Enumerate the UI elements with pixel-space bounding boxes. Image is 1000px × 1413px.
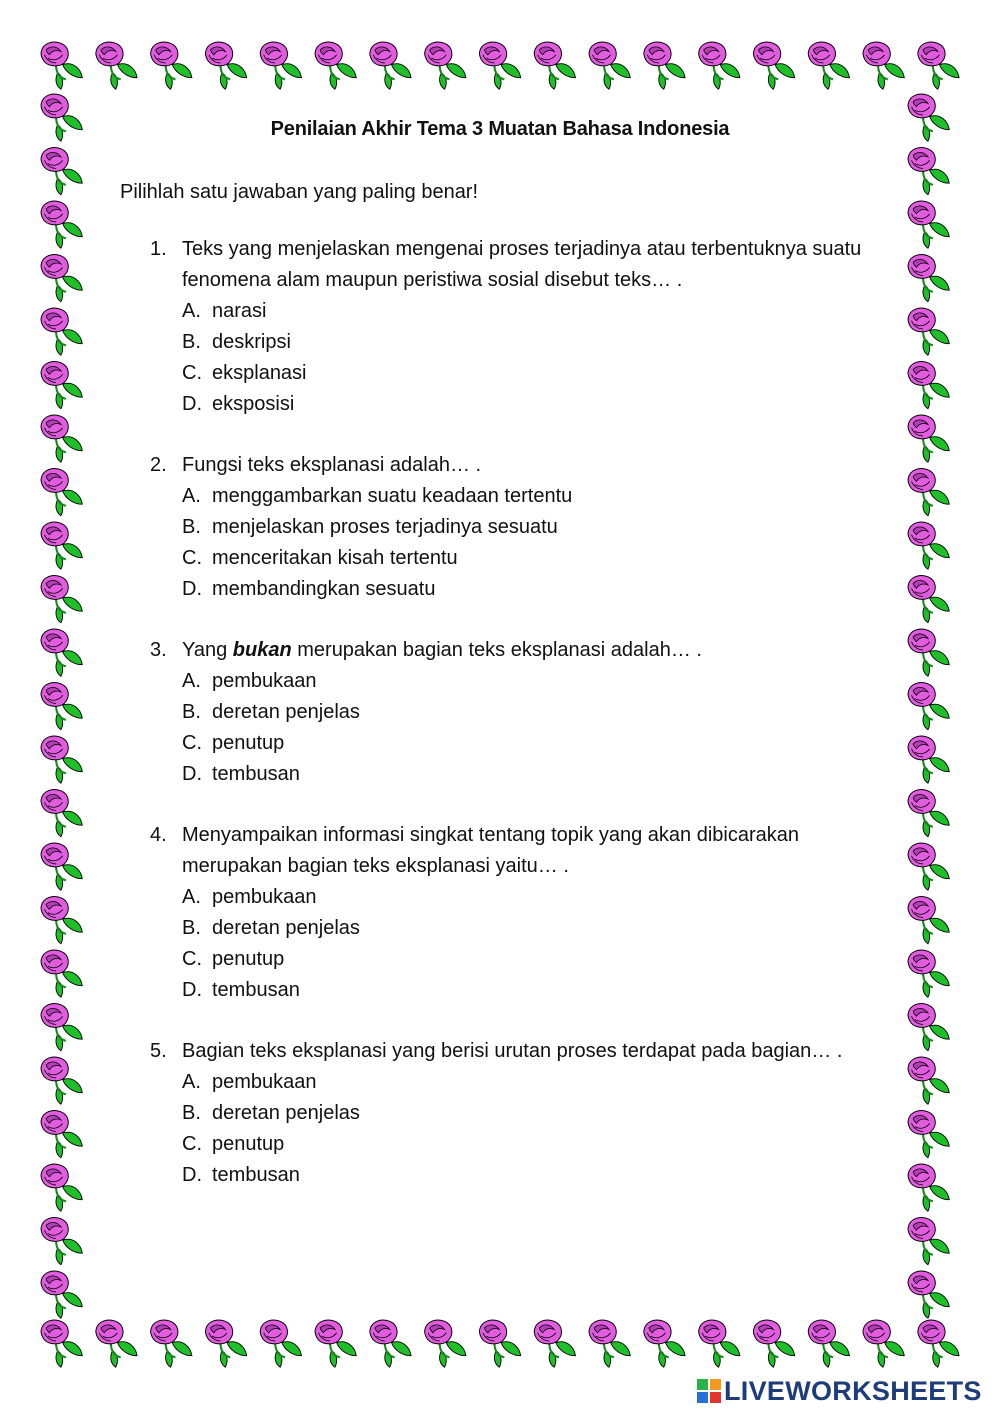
- question-item: [120, 1036, 890, 1191]
- rose-icon: [908, 790, 949, 837]
- option-text: menceritakan kisah tertentu: [212, 547, 458, 569]
- question-text-before: Menyampaikan informasi singkat tentang topik yang akan dibicarakan merupakan bagian teks eksplanasi yaitu… .: [182, 824, 800, 877]
- option-letter: D.: [182, 979, 202, 1001]
- answer-option[interactable]: [120, 574, 890, 605]
- rose-icon: [589, 1320, 630, 1367]
- rose-icon: [41, 950, 82, 997]
- option-text: pembukaan: [212, 1071, 317, 1093]
- option-letter: A.: [182, 485, 201, 507]
- question-text: [182, 820, 882, 882]
- question-number: 2.: [150, 454, 167, 476]
- question-number: 5.: [150, 1040, 167, 1062]
- rose-icon: [41, 1320, 82, 1367]
- question-number: 4.: [150, 824, 167, 846]
- rose-icon: [41, 1111, 82, 1158]
- rose-icon: [151, 1320, 192, 1367]
- rose-icon: [205, 1320, 246, 1367]
- answer-option[interactable]: [120, 975, 890, 1006]
- answer-option[interactable]: [120, 944, 890, 975]
- logo-text: LIVEWORKSHEETS: [724, 1375, 982, 1406]
- rose-icon: [908, 1111, 949, 1158]
- rose-icon: [41, 790, 82, 837]
- rose-icon: [908, 629, 949, 676]
- question-text: [182, 450, 882, 481]
- option-letter: D.: [182, 763, 202, 785]
- option-letter: D.: [182, 578, 202, 600]
- rose-icon: [41, 629, 82, 676]
- question-item: [120, 234, 890, 420]
- rose-icon: [908, 362, 949, 409]
- rose-icon: [41, 415, 82, 462]
- rose-icon: [41, 255, 82, 302]
- rose-icon: [589, 42, 630, 89]
- question-emphasis: bukan: [232, 639, 292, 661]
- rose-icon: [534, 42, 575, 89]
- rose-icon: [908, 736, 949, 783]
- option-text: menggambarkan suatu keadaan tertentu: [212, 485, 573, 507]
- rose-icon: [425, 42, 466, 89]
- question-text-after: merupakan bagian teks eksplanasi adalah… .: [291, 639, 702, 661]
- option-text: tembusan: [212, 763, 300, 785]
- question-text-before: Teks yang menjelaskan mengenai proses terjadinya atau terbentuknya suatu fenomena alam maupun peristiwa sosial disebut teks… .: [182, 238, 862, 291]
- rose-icon: [41, 576, 82, 623]
- option-text: penutup: [212, 732, 285, 754]
- answer-option[interactable]: [120, 1098, 890, 1129]
- question-number: 3.: [150, 639, 167, 661]
- rose-icon: [41, 94, 82, 141]
- option-letter: B.: [182, 1102, 201, 1124]
- answer-option[interactable]: [120, 512, 890, 543]
- option-text: tembusan: [212, 979, 300, 1001]
- rose-icon: [753, 1320, 794, 1367]
- option-text: pembukaan: [212, 670, 317, 692]
- rose-icon: [260, 42, 301, 89]
- rose-icon: [808, 42, 849, 89]
- option-text: deretan penjelas: [212, 1102, 360, 1124]
- option-text: deretan penjelas: [212, 701, 360, 723]
- answer-option[interactable]: [120, 1160, 890, 1191]
- option-text: deskripsi: [212, 331, 291, 353]
- option-text: deretan penjelas: [212, 917, 360, 939]
- rose-icon: [41, 522, 82, 569]
- question-text: [182, 234, 882, 296]
- rose-icon: [41, 897, 82, 944]
- rose-icon: [41, 1164, 82, 1211]
- question-text-before: Fungsi teks eksplanasi adalah… .: [182, 454, 482, 476]
- rose-icon: [863, 42, 904, 89]
- rose-icon: [908, 1218, 949, 1265]
- question-item: [120, 450, 890, 605]
- option-letter: D.: [182, 393, 202, 415]
- answer-option[interactable]: [120, 543, 890, 574]
- answer-option[interactable]: [120, 666, 890, 697]
- rose-icon: [96, 1320, 137, 1367]
- rose-icon: [908, 94, 949, 141]
- option-letter: B.: [182, 516, 201, 538]
- answer-option[interactable]: [120, 1067, 890, 1098]
- rose-icon: [41, 42, 82, 89]
- answer-option[interactable]: [120, 389, 890, 420]
- worksheet: [120, 118, 890, 1221]
- rose-icon: [908, 897, 949, 944]
- rose-icon: [425, 1320, 466, 1367]
- rose-icon: [908, 255, 949, 302]
- question-text: [182, 635, 882, 666]
- option-letter: A.: [182, 1071, 201, 1093]
- liveworksheets-icon: [696, 1378, 722, 1404]
- rose-icon: [908, 469, 949, 516]
- liveworksheets-logo: [696, 1376, 982, 1406]
- question-item: [120, 635, 890, 790]
- rose-icon: [644, 1320, 685, 1367]
- rose-icon: [908, 1004, 949, 1051]
- option-letter: A.: [182, 300, 201, 322]
- rose-icon: [41, 736, 82, 783]
- rose-icon: [41, 1057, 82, 1104]
- option-letter: C.: [182, 362, 202, 384]
- rose-icon: [205, 42, 246, 89]
- rose-icon: [908, 843, 949, 890]
- rose-icon: [151, 42, 192, 89]
- rose-icon: [753, 42, 794, 89]
- rose-icon: [908, 522, 949, 569]
- option-text: penutup: [212, 1133, 285, 1155]
- option-text: narasi: [212, 300, 267, 322]
- answer-option[interactable]: [120, 697, 890, 728]
- rose-icon: [41, 683, 82, 730]
- rose-icon: [315, 42, 356, 89]
- option-text: membandingkan sesuatu: [212, 578, 436, 600]
- rose-icon: [315, 1320, 356, 1367]
- option-letter: C.: [182, 547, 202, 569]
- option-letter: D.: [182, 1164, 202, 1186]
- instruction-text: Pilihlah satu jawaban yang paling benar!: [120, 181, 479, 203]
- option-text: tembusan: [212, 1164, 300, 1186]
- rose-icon: [41, 148, 82, 195]
- option-text: eksposisi: [212, 393, 295, 415]
- option-letter: C.: [182, 1133, 202, 1155]
- rose-icon: [908, 308, 949, 355]
- option-letter: B.: [182, 331, 201, 353]
- answer-option[interactable]: [120, 728, 890, 759]
- rose-icon: [41, 1271, 82, 1318]
- rose-icon: [41, 1218, 82, 1265]
- rose-icon: [479, 1320, 520, 1367]
- rose-icon: [908, 1057, 949, 1104]
- option-text: menjelaskan proses terjadinya sesuatu: [212, 516, 558, 538]
- rose-icon: [808, 1320, 849, 1367]
- answer-option[interactable]: [120, 358, 890, 389]
- option-text: penutup: [212, 948, 285, 970]
- answer-option[interactable]: [120, 296, 890, 327]
- rose-icon: [908, 1164, 949, 1211]
- rose-icon: [41, 469, 82, 516]
- rose-icon: [96, 42, 137, 89]
- option-letter: A.: [182, 670, 201, 692]
- rose-icon: [918, 42, 959, 89]
- question-list: [120, 234, 890, 1191]
- rose-icon: [41, 308, 82, 355]
- option-letter: C.: [182, 948, 202, 970]
- rose-icon: [260, 1320, 301, 1367]
- rose-icon: [41, 1004, 82, 1051]
- rose-icon: [908, 415, 949, 462]
- rose-icon: [370, 1320, 411, 1367]
- option-letter: B.: [182, 701, 201, 723]
- rose-icon: [908, 950, 949, 997]
- rose-icon: [908, 1271, 949, 1318]
- option-letter: C.: [182, 732, 202, 754]
- option-letter: A.: [182, 886, 201, 908]
- rose-icon: [41, 201, 82, 248]
- rose-icon: [41, 843, 82, 890]
- option-text: eksplanasi: [212, 362, 307, 384]
- rose-icon: [699, 1320, 740, 1367]
- answer-option[interactable]: [120, 882, 890, 913]
- rose-icon: [863, 1320, 904, 1367]
- rose-icon: [534, 1320, 575, 1367]
- question-text-before: Yang: [182, 639, 233, 661]
- option-letter: B.: [182, 917, 201, 939]
- rose-icon: [644, 42, 685, 89]
- rose-icon: [908, 576, 949, 623]
- question-item: [120, 820, 890, 1006]
- answer-option[interactable]: [120, 759, 890, 790]
- rose-icon: [370, 42, 411, 89]
- worksheet-title: Penilaian Akhir Tema 3 Muatan Bahasa Indonesia: [270, 118, 730, 140]
- question-number: 1.: [150, 238, 167, 260]
- answer-option[interactable]: [120, 481, 890, 512]
- rose-icon: [908, 201, 949, 248]
- rose-icon: [699, 42, 740, 89]
- rose-icon: [479, 42, 520, 89]
- option-text: pembukaan: [212, 886, 317, 908]
- rose-icon: [908, 683, 949, 730]
- rose-icon: [908, 148, 949, 195]
- answer-option[interactable]: [120, 1129, 890, 1160]
- answer-option[interactable]: [120, 327, 890, 358]
- answer-option[interactable]: [120, 913, 890, 944]
- question-text-before: Bagian teks eksplanasi yang berisi urutan proses terdapat pada bagian… .: [182, 1040, 843, 1062]
- rose-icon: [918, 1320, 959, 1367]
- rose-icon: [41, 362, 82, 409]
- question-text: [182, 1036, 882, 1067]
